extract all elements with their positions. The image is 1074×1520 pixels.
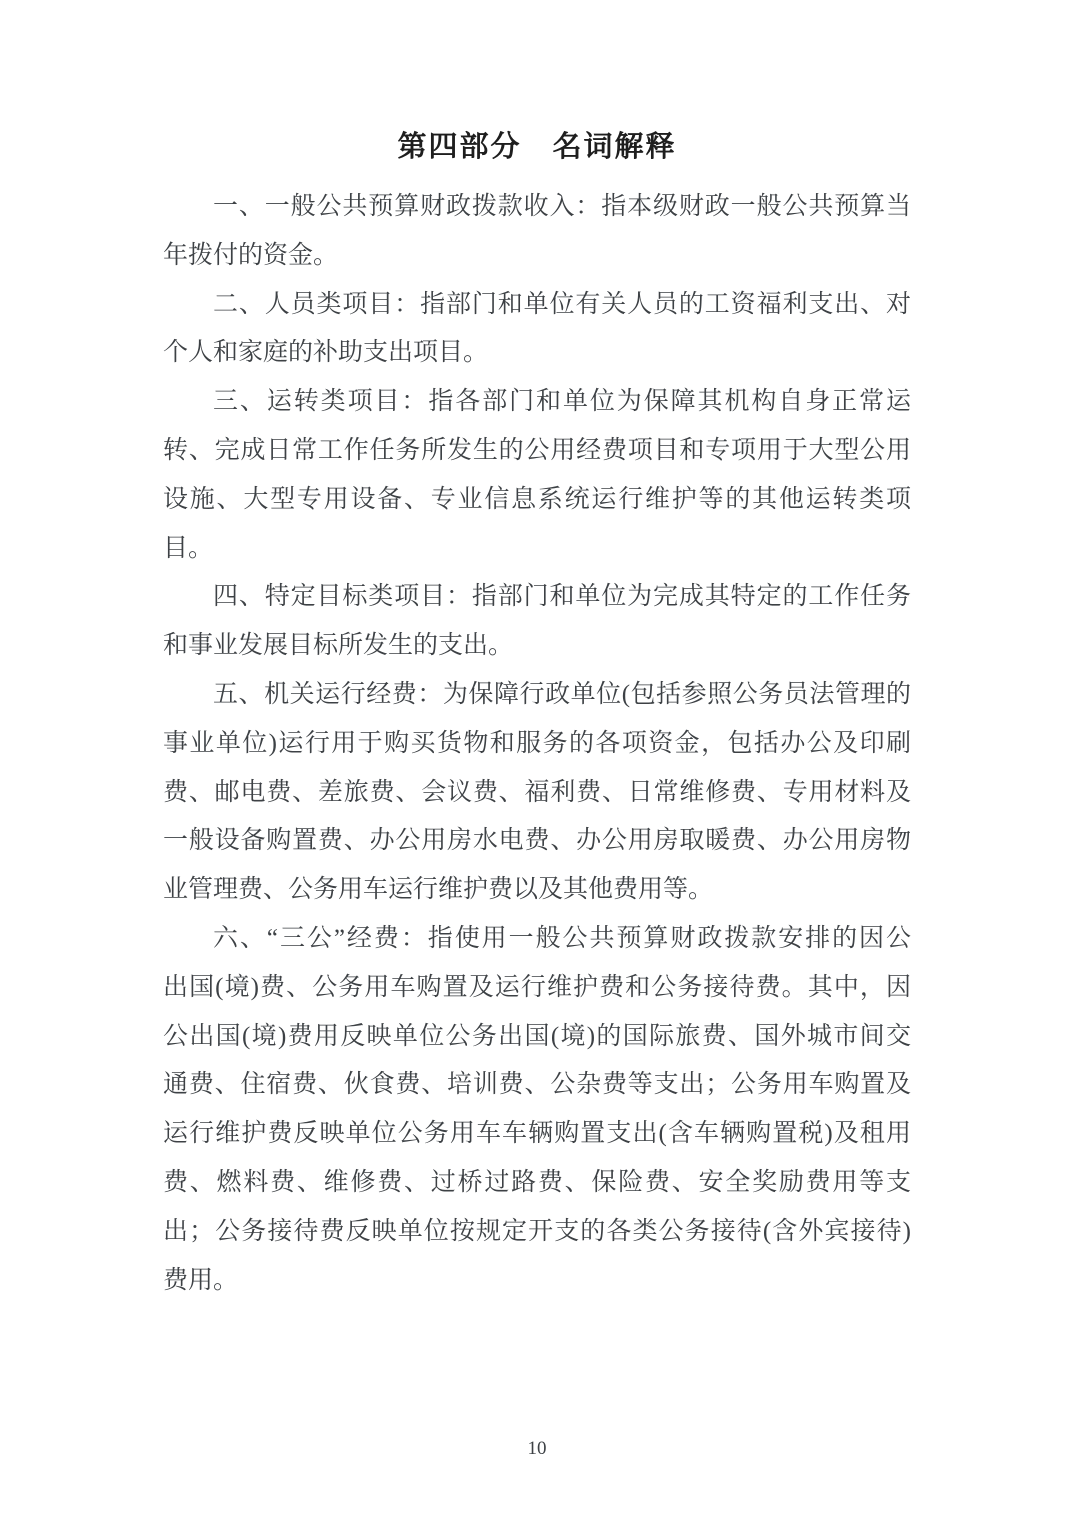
paragraph <box>163 573 911 671</box>
paragraph-line: 四、特定目标类项目：指部门和单位为完成其特定的工作任务 <box>213 583 911 611</box>
paragraph-line: 个人和家庭的补助支出项目。 <box>163 339 489 367</box>
paragraph-line: 三、运转类项目：指各部门和单位为保障其机构自身正常运 <box>213 388 911 416</box>
paragraph-line: 费、邮电费、差旅费、会议费、福利费、日常维修费、专用材料及 <box>163 778 911 806</box>
paragraph-line: 一般设备购置费、办公用房水电费、办公用房取暖费、办公用房物 <box>163 827 911 855</box>
paragraph-line: 费、燃料费、维修费、过桥过路费、保险费、安全奖励费用等支 <box>163 1168 911 1196</box>
paragraph <box>163 671 911 915</box>
paragraph-line: 年拨付的资金。 <box>163 241 339 269</box>
paragraph-line: 五、机关运行经费：为保障行政单位(包括参照公务员法管理的 <box>213 680 911 708</box>
paragraph-line: 二、人员类项目：指部门和单位有关人员的工资福利支出、对 <box>213 290 911 318</box>
paragraph-line: 和事业发展目标所发生的支出。 <box>163 632 514 660</box>
paragraph-line: 目。 <box>163 534 214 562</box>
paragraph <box>163 183 911 281</box>
paragraph <box>163 378 911 573</box>
document-content <box>163 129 911 1305</box>
page-title: 第四部分 名词解释 <box>397 131 677 163</box>
paragraph-line: 设施、大型专用设备、专业信息系统运行维护等的其他运转类项 <box>163 485 911 513</box>
paragraph-line: 费用。 <box>163 1266 239 1294</box>
paragraph-line: 事业单位)运行用于购买货物和服务的各项资金，包括办公及印刷 <box>163 729 911 757</box>
paragraph-line: 出国(境)费、公务用车购置及运行维护费和公务接待费。其中，因 <box>163 973 911 1001</box>
paragraph <box>163 915 911 1305</box>
paragraph-line: 出；公务接待费反映单位按规定开支的各类公务接待(含外宾接待) <box>163 1217 911 1245</box>
paragraph-line: 运行维护费反映单位公务用车车辆购置支出(含车辆购置税)及租用 <box>163 1120 911 1148</box>
paragraph-line: 公出国(境)费用反映单位公务出国(境)的国际旅费、国外城市间交 <box>163 1022 911 1050</box>
paragraph-line: 转、完成日常工作任务所发生的公用经费项目和专项用于大型公用 <box>163 436 911 464</box>
paragraph <box>163 281 911 379</box>
paragraph-line: 业管理费、公务用车运行维护费以及其他费用等。 <box>163 876 714 904</box>
page-number: 10 <box>527 1438 547 1459</box>
paragraph-line: 一、一般公共预算财政拨款收入：指本级财政一般公共预算当 <box>213 193 911 220</box>
paragraph-line: 六、“三公”经费：指使用一般公共预算财政拨款安排的因公 <box>213 924 911 952</box>
document-body <box>163 183 911 1305</box>
paragraph-line: 通费、住宿费、伙食费、培训费、公杂费等支出；公务用车购置及 <box>163 1071 911 1099</box>
